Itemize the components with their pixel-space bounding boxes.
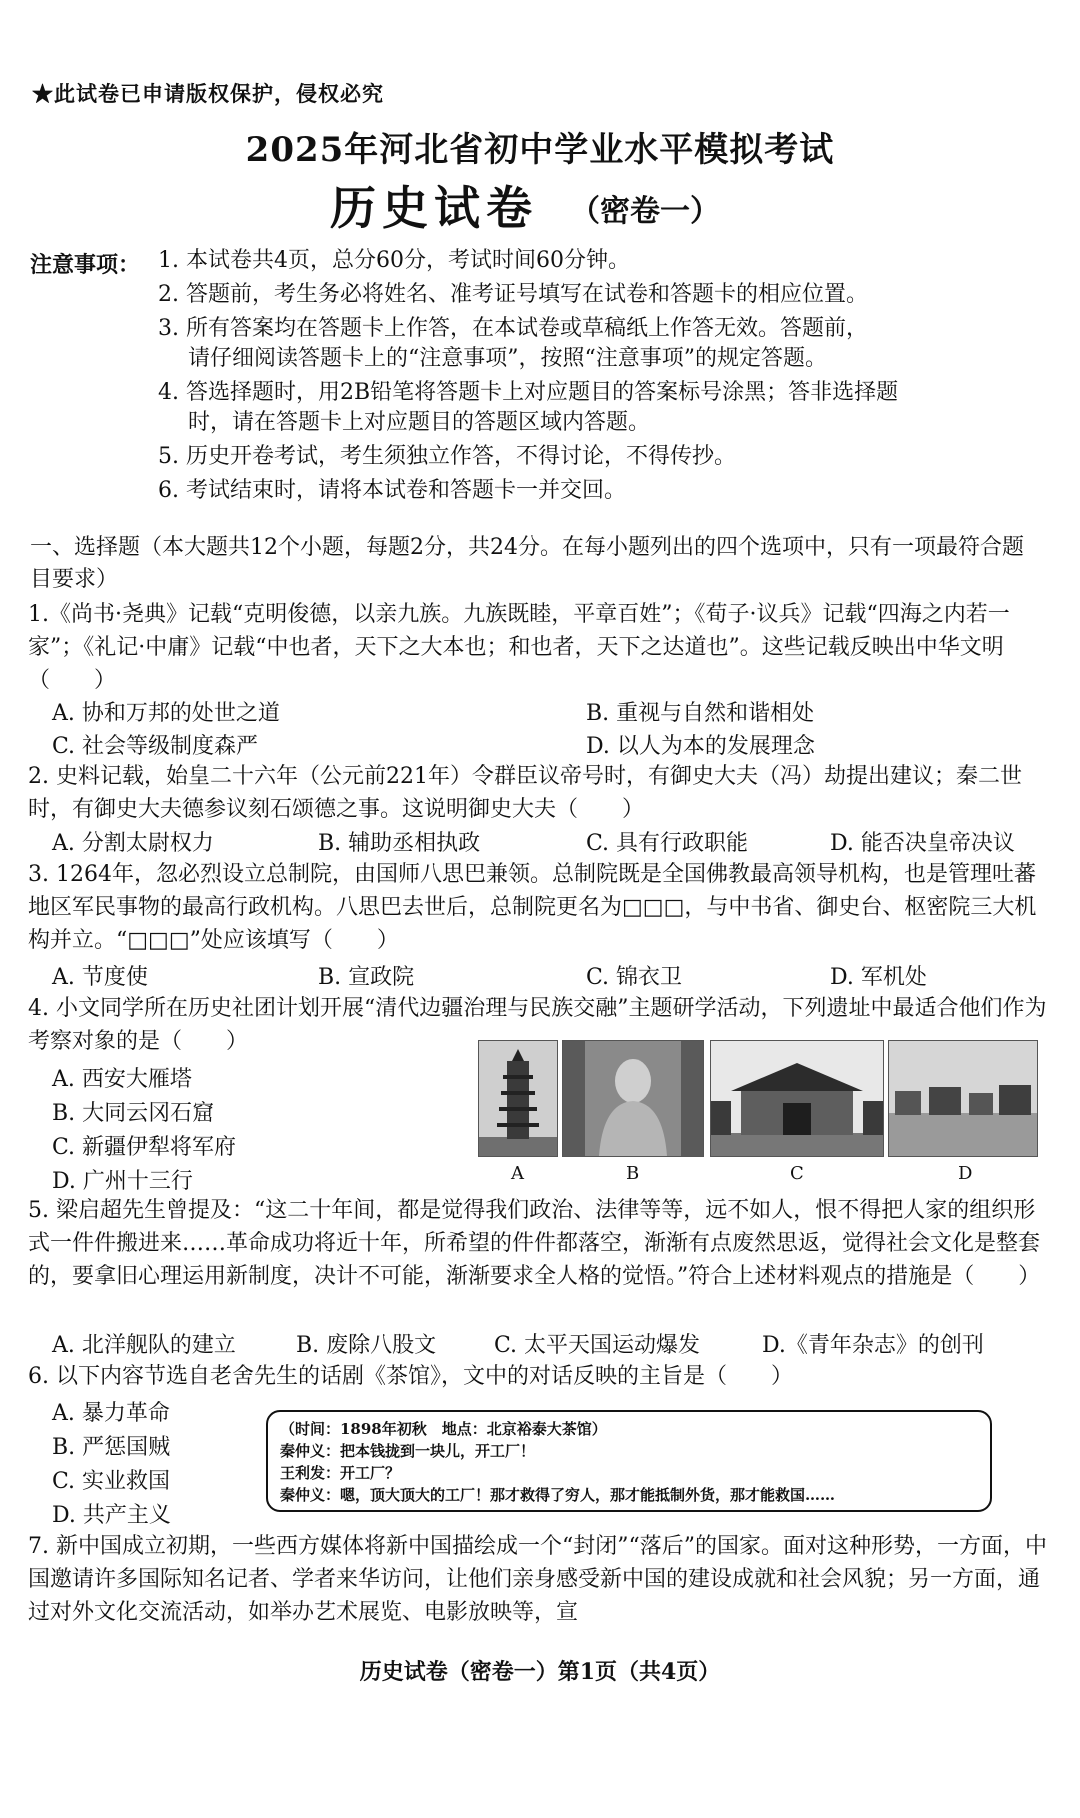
notice-item-3 xyxy=(158,314,1038,374)
dialog-line-1: （时间：1898年初秋 地点：北京裕泰大茶馆） xyxy=(280,1420,607,1438)
photo-c-yili-general-mansion xyxy=(710,1040,884,1157)
photo-label-d: D xyxy=(958,1163,973,1184)
question-2-option-a: A. 分割太尉权力 xyxy=(52,831,214,856)
notice-item-1: 1. 本试卷共4页，总分60分，考试时间60分钟。 xyxy=(158,248,630,273)
question-3-option-d: D. 军机处 xyxy=(830,965,927,990)
question-3-option-c: C. 锦衣卫 xyxy=(586,965,683,990)
dialog-line-2: 秦仲义：把本钱拢到一块儿，开工厂！ xyxy=(280,1442,536,1460)
question-2-option-c: C. 具有行政职能 xyxy=(586,831,749,856)
question-5-option-d: D.《青年杂志》的创刊 xyxy=(762,1333,984,1358)
question-6-option-b: B. 严惩国贼 xyxy=(52,1435,171,1460)
question-3-option-b: B. 宣政院 xyxy=(318,965,415,990)
question-4-option-d: D. 广州十三行 xyxy=(52,1169,193,1194)
question-5-stem: 5. 梁启超先生曾提及：“这二十年间，都是觉得我们政治、法律等等，远不如人，恨不得把人家的组织形式一件件搬进来……革命成功将近十年，所希望的件件都落空，渐渐有点废然思返，觉得社会文化是整套的，要拿旧心理运用新制度，决计不可能，渐渐要求全人格的觉悟。”符合上述材料观点的措施是（ ） xyxy=(28,1198,1041,1289)
photo-b-yungang-grottoes xyxy=(562,1040,704,1157)
question-3-stem: 3. 1264年，忽必烈设立总制院，由国师八思巴兼领。总制院既是全国佛教最高领导机构，也是管理吐蕃地区军民事物的最高行政机构。八思巴去世后，总制院更名为□□□，与中书省、御史台、枢密院三大机构并立。“□□□”处应该填写（ ） xyxy=(28,862,1037,953)
question-5-option-a: A. 北洋舰队的建立 xyxy=(52,1333,236,1358)
question-5-option-b: B. 废除八股文 xyxy=(296,1333,437,1358)
exam-title: 2025年河北省初中学业水平模拟考试 xyxy=(245,130,835,170)
question-4-option-b: B. 大同云冈石窟 xyxy=(52,1101,215,1126)
secret-label: （密卷一） xyxy=(570,194,720,229)
question-4-option-c: C. 新疆伊犁将军府 xyxy=(52,1135,237,1160)
photo-label-c: C xyxy=(790,1163,804,1184)
question-1-option-a: A. 协和万邦的处世之道 xyxy=(52,701,280,726)
dialog-line-4: 秦仲义：嗯，顶大顶大的工厂！那才救得了穷人，那才能抵制外货，那才能救国…… xyxy=(280,1486,836,1504)
question-7-stem: 7. 新中国成立初期，一些西方媒体将新中国描绘成一个“封闭”“落后”的国家。面对这种形势，一方面，中国邀请许多国际知名记者、学者来华访问，让他们亲身感受新中国的建设成就和社会风貌；另一方面，通过对外文化交流活动，如举办艺术展览、电影放映等，宣 xyxy=(28,1534,1047,1625)
dialog-line-3: 王利发：开工厂？ xyxy=(280,1464,401,1482)
question-6-option-a: A. 暴力革命 xyxy=(52,1401,170,1426)
question-4-stem: 4. 小文同学所在历史社团计划开展“清代边疆治理与民族交融”主题研学活动，下列遗址中最适合他们作为考察对象的是（ ） xyxy=(28,996,1047,1054)
question-6-option-c: C. 实业救国 xyxy=(52,1469,171,1494)
teahouse-dialog-box xyxy=(266,1410,992,1512)
question-2-stem: 2. 史料记载，始皇二十六年（公元前221年）令群臣议帝号时，有御史大夫（冯）劫提出建议；秦二世时，有御史大夫德参议刻石颂德之事。这说明御史大夫（ ） xyxy=(28,764,1022,822)
notice-item-2: 2. 答题前，考生务必将姓名、准考证号填写在试卷和答题卡的相应位置。 xyxy=(158,282,868,307)
page-footer: 历史试卷（密卷一）第1页（共4页） xyxy=(359,1659,721,1685)
question-3-option-a: A. 节度使 xyxy=(52,965,148,990)
photo-d-thirteen-hongs xyxy=(888,1040,1038,1157)
question-1-option-b: B. 重视与自然和谐相处 xyxy=(586,701,815,726)
question-2-option-d: D. 能否决皇帝决议 xyxy=(830,831,1015,856)
question-5-option-c: C. 太平天国运动爆发 xyxy=(494,1333,701,1358)
notice-item-5: 5. 历史开卷考试，考生须独立作答，不得讨论，不得传抄。 xyxy=(158,444,736,469)
notice-item-4-line-2: 时，请在答题卡上对应题目的答题区域内答题。 xyxy=(188,410,651,435)
question-1-option-d: D. 以人为本的发展理念 xyxy=(586,734,815,759)
notice-item-4 xyxy=(158,378,1038,438)
question-2-option-b: B. 辅助丞相执政 xyxy=(318,831,481,856)
notice-label: 注意事项： xyxy=(30,252,141,278)
subject-title: 历史试卷 xyxy=(330,181,538,235)
notice-item-6: 6. 考试结束时，请将本试卷和答题卡一并交回。 xyxy=(158,478,626,503)
question-1-option-c: C. 社会等级制度森严 xyxy=(52,734,259,759)
question-4-option-a: A. 西安大雁塔 xyxy=(52,1067,192,1092)
notice-item-3-line-2: 请仔细阅读答题卡上的“注意事项”，按照“注意事项”的规定答题。 xyxy=(188,346,827,371)
notice-item-3-line-1: 3. 所有答案均在答题卡上作答，在本试卷或草稿纸上作答无效。答题前， xyxy=(158,316,868,341)
question-6-stem: 6. 以下内容节选自老舍先生的话剧《茶馆》，文中的对话反映的主旨是（ ） xyxy=(28,1364,793,1389)
photo-label-a: A xyxy=(511,1163,524,1184)
question-1-stem: 1.《尚书·尧典》记载“克明俊德，以亲九族。九族既睦，平章百姓”；《荀子·议兵》记载“四海之内若一家”；《礼记·中庸》记载“中也者，天下之大本也；和也者，天下之达道也”。这些记载反映出中华文明（ ） xyxy=(28,602,1010,693)
copyright-notice: ★此试卷已申请版权保护，侵权必究 xyxy=(32,81,384,106)
grotto-image xyxy=(563,1041,703,1156)
mansion-image xyxy=(711,1041,883,1156)
notice-item-4-line-1: 4. 答选择题时，用2B铅笔将答题卡上对应题目的答案标号涂黑；答非选择题 xyxy=(158,380,899,405)
photo-a-big-goose-pagoda xyxy=(478,1040,558,1157)
question-6-option-d: D. 共产主义 xyxy=(52,1503,171,1528)
section-heading: 一、选择题（本大题共12个小题，每题2分，共24分。在每小题列出的四个选项中，只有一项最符合题目要求） xyxy=(30,535,1024,592)
photo-label-b: B xyxy=(626,1163,640,1184)
waterfront-image xyxy=(889,1041,1037,1156)
pagoda-image xyxy=(479,1041,557,1156)
